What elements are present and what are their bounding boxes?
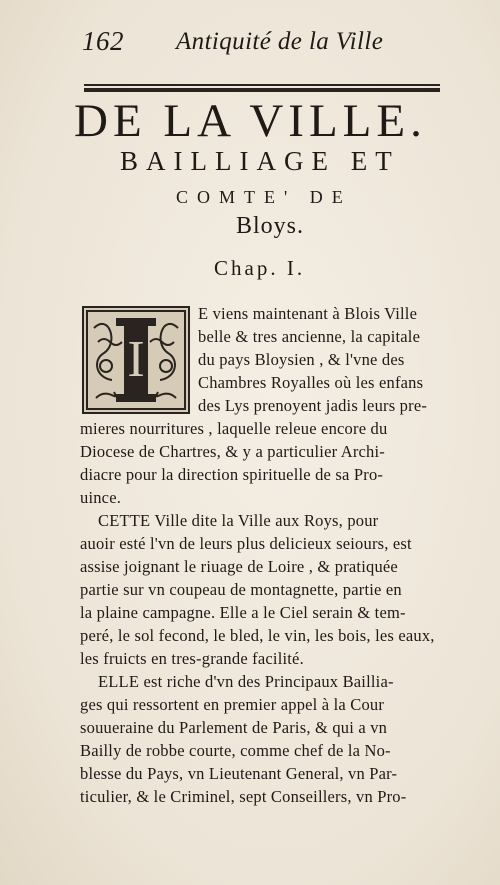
text-line: la plaine campagne. Elle a le Ciel serain & tem- (80, 603, 406, 622)
text-line: ticulier, & le Criminel, sept Conseillers, vn Pro- (80, 787, 407, 806)
main-title: DE LA VILLE. (74, 95, 427, 147)
subtitle-line-2: COMTE' DE (176, 187, 352, 207)
text-line: assise joignant le riuage de Loire , & pratiquée (80, 557, 398, 576)
chapter-heading: Chap. I. (214, 256, 306, 280)
text-line: peré, le sol fecond, le bled, le vin, les bois, les eaux, (80, 626, 435, 645)
text-line: partie sur vn coupeau de montagnette, partie en (80, 580, 402, 599)
text-line: Chambres Royalles où les enfans (198, 373, 424, 392)
text-line: ELLE est riche d'vn des Principaux Baillia- (98, 672, 394, 691)
page-number: 162 (82, 26, 124, 56)
text-line: Diocese de Chartres, & y a particulier Archi- (80, 442, 385, 461)
text-line: Bailly de robbe courte, comme chef de la No- (80, 741, 391, 760)
text-line: blesse du Pays, vn Lieutenant General, vn Par- (80, 764, 398, 783)
initial-letter: I (127, 331, 145, 388)
text-line: uince. (80, 488, 122, 507)
text-line: CETTE Ville dite la Ville aux Roys, pour (98, 511, 379, 530)
text-line: auoir esté l'vn de leurs plus delicieux seiours, est (80, 534, 412, 553)
text-line: les fruicts en tres-grande facilité. (80, 649, 304, 668)
subtitle-line-3: Bloys. (236, 213, 305, 239)
text-line: diacre pour la direction spirituelle de sa Pro- (80, 465, 384, 484)
text-line: souueraine du Parlement de Paris, & qui a vn (80, 718, 388, 737)
running-title: Antiquité de la Ville (176, 28, 384, 55)
text-line: mieres nourritures , laquelle releue encore du (80, 419, 388, 438)
text-line: E viens maintenant à Blois Ville (198, 304, 418, 323)
text-line: des Lys prenoyent jadis leurs pre- (198, 396, 428, 415)
text-line: ges qui ressortent en premier appel à la Cour (80, 695, 385, 714)
text-line: du pays Bloysien , & l'vne des (198, 350, 405, 369)
text-line: belle & tres ancienne, la capitale (198, 327, 421, 346)
subtitle-line-1: BAILLIAGE ET (120, 146, 400, 176)
